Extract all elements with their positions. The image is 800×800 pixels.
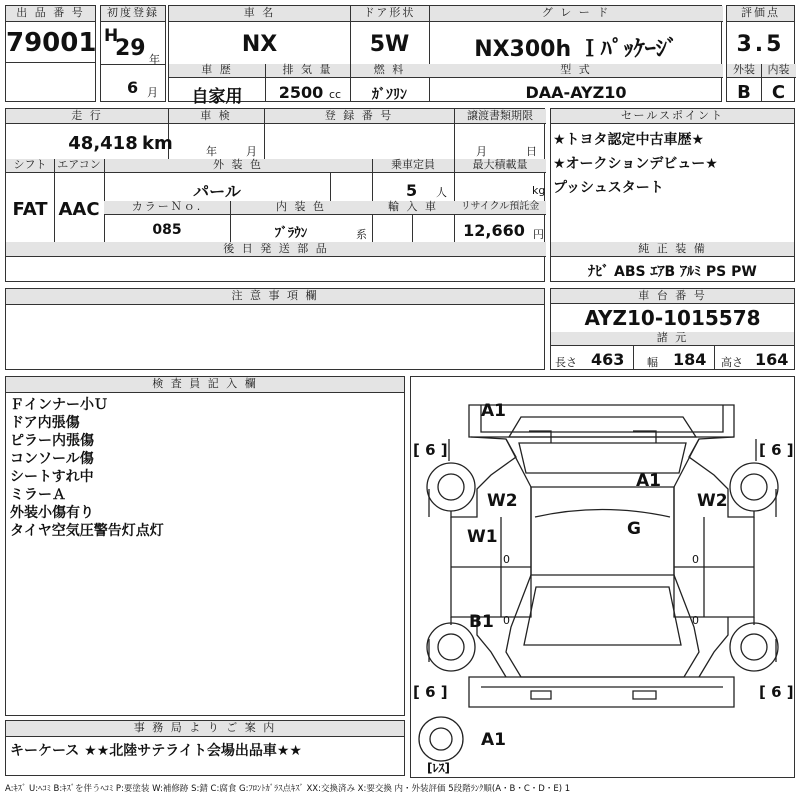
inspection-label: 車 検 (168, 109, 264, 124)
score-box (726, 5, 795, 102)
marker-zero-4: 0 (692, 614, 699, 627)
capacity-unit: 人 (436, 186, 447, 199)
recycle-label: リサイクル預託金 (454, 201, 546, 215)
legend: A:ｷｽﾞ U:ﾍｺﾐ B:ｷｽﾞを伴うﾍｺﾐ P:要塗装 W:補修跡 S:錆 C:腐食 G:ﾌﾛﾝﾄｶﾞﾗｽ点ｷｽﾞ XX:交換済み X:要交換 内・外装評価 5段階ﾗﾝｸ順(A・B・C・D・E) 1 (5, 784, 571, 794)
car-diagram-box (410, 376, 795, 778)
inspector-line-3: ピラー内張傷 (10, 433, 94, 449)
notes-label: 注 意 事 項 欄 (6, 289, 544, 305)
damage-mark-front-bumper: A1 (481, 401, 506, 421)
color-no-label: カラーＮｏ. (104, 201, 230, 215)
top-main-box (168, 5, 722, 107)
sales-point-2: ★オークションデビュー★ (553, 156, 718, 172)
sales-point-3: プッシュスタート (553, 180, 664, 196)
tire-front-right: [ 6 ] (759, 441, 794, 459)
fuel: ｶﾞｿﾘﾝ (372, 87, 407, 103)
color-label: 外 装 色 (104, 159, 372, 173)
damage-mark-rear-bumper: A1 (481, 730, 506, 750)
grade: NX300h Ｉﾊﾟｯｹｰｼﾞ (474, 37, 678, 62)
sales-points-box (550, 108, 795, 282)
chassis-label: 車 台 番 号 (551, 289, 794, 304)
model-label: 型 式 (429, 64, 723, 78)
load-label: 最大積載量 (454, 159, 546, 173)
shift: FAT (12, 199, 48, 220)
inspector-box (5, 376, 405, 716)
inspector-line-4: コンソール傷 (10, 451, 94, 467)
int-color: ﾌﾞﾗｳﾝ (274, 226, 308, 241)
capacity: 5 (406, 181, 418, 200)
later-parts-label: 後 日 発 送 部 品 (6, 242, 546, 257)
equipment: ﾅﾋﾞ ABS ｴｱB ｱﾙﾐ PS PW (588, 264, 757, 280)
chassis-number: AYZ10-1015578 (584, 306, 761, 330)
int-color-unit: 系 (356, 228, 367, 241)
history-label: 車 歴 (169, 64, 265, 78)
interior-grade: C (771, 82, 786, 103)
tire-rear-left: [ 6 ] (413, 683, 448, 701)
notes-box (5, 288, 545, 370)
height-label: 高さ (721, 356, 743, 369)
equipment-label: 純 正 装 備 (551, 242, 794, 257)
damage-mark-left-fender: W2 (487, 491, 518, 511)
car-name-label: 車 名 (169, 6, 350, 22)
capacity-label: 乗車定員 (372, 159, 454, 173)
specs-label: 諸 元 (551, 332, 794, 346)
inspector-line-1: Ｆインナー小Ｕ (10, 397, 108, 413)
load-unit: kg (532, 184, 546, 197)
exterior-grade: B (737, 82, 751, 103)
spare-tire: [ﾚｽ] (427, 761, 450, 775)
doors-label: ドア形状 (350, 6, 429, 22)
displacement: 2500 (278, 83, 324, 102)
sales-points-label: セールスポイント (551, 109, 794, 124)
interior-label: 内装 (761, 64, 796, 78)
tire-front-left: [ 6 ] (413, 441, 448, 459)
width: 184 (673, 350, 707, 369)
office-box (5, 720, 405, 776)
tire-rear-right: [ 6 ] (759, 683, 794, 701)
doors: 5W (369, 32, 410, 57)
lot-box (5, 5, 96, 102)
inspection-year-unit: 年 (206, 145, 217, 158)
inspector-line-7: 外装小傷有り (10, 505, 94, 521)
month-unit: 月 (147, 86, 158, 99)
height: 164 (755, 350, 789, 369)
transfer-label: 譲渡書類期限 (454, 109, 546, 124)
exterior-color: パール (193, 182, 241, 201)
displacement-label: 排 気 量 (265, 64, 350, 78)
score-label: 評価点 (727, 6, 794, 22)
inspector-line-6: ミラーＡ (10, 487, 66, 503)
displacement-unit: cc (329, 88, 342, 101)
car-diagram (411, 377, 794, 777)
office-label: 事 務 局 よ り ご 案 内 (6, 721, 404, 737)
mileage: 48,418 (68, 133, 138, 154)
int-color-label: 内 装 色 (230, 201, 372, 215)
reg-year: 29 (115, 36, 146, 61)
ac-label: エアコン (54, 159, 104, 173)
exterior-label: 外装 (727, 64, 761, 78)
width-label: 幅 (647, 356, 658, 369)
reg-label: 初度登録 (101, 6, 165, 22)
recycle-unit: 円 (533, 228, 544, 241)
history: 自家用 (191, 87, 243, 107)
marker-zero-1: 0 (503, 553, 510, 566)
damage-mark-left-door: W1 (467, 527, 498, 547)
transfer-month-unit: 月 (476, 145, 487, 158)
length: 463 (591, 350, 625, 369)
lot-number: 79001 (6, 28, 97, 58)
reg-box (100, 5, 166, 102)
transfer-day-unit: 日 (526, 145, 537, 158)
import-label: 輸 入 車 (372, 201, 454, 215)
ac: AAC (58, 199, 100, 220)
vehicle-info-box (5, 108, 545, 282)
inspection-month-unit: 月 (246, 145, 257, 158)
damage-mark-rear-left: B1 (469, 612, 494, 632)
year-unit: 年 (149, 53, 160, 66)
model: DAA-AYZ10 (525, 83, 627, 102)
marker-zero-2: 0 (692, 553, 699, 566)
shift-label: シフト (6, 159, 54, 173)
era: H (104, 26, 119, 46)
inspector-line-2: ドア内張傷 (10, 415, 80, 431)
inspector-line-8: タイヤ空気圧警告灯点灯 (10, 523, 164, 539)
score: 3.5 (736, 32, 785, 57)
marker-zero-3: 0 (503, 614, 510, 627)
lot-label: 出 品 番 号 (6, 6, 95, 22)
color-no: 085 (152, 222, 182, 238)
reg-month: 6 (127, 78, 139, 97)
car-name: NX (241, 32, 278, 57)
inspector-label: 検 査 員 記 入 欄 (6, 377, 404, 393)
damage-mark-windshield: G (627, 519, 641, 539)
length-label: 長さ (555, 356, 577, 369)
recycle: 12,660 (463, 221, 525, 240)
sales-point-1: ★トヨタ認定中古車歴★ (553, 132, 705, 148)
fuel-label: 燃 料 (350, 64, 429, 78)
office-message: キーケース ★★北陸サテライト会場出品車★★ (10, 743, 302, 759)
grade-label: グ レ ー ド (429, 6, 723, 22)
mileage-label: 走 行 (6, 109, 168, 124)
plate-label: 登 録 番 号 (264, 109, 454, 124)
damage-mark-roof: A1 (636, 471, 661, 491)
mileage-unit: km (142, 133, 173, 154)
chassis-box (550, 288, 795, 370)
damage-mark-right-fender: W2 (697, 491, 728, 511)
inspector-line-5: シートすれ中 (10, 469, 94, 485)
